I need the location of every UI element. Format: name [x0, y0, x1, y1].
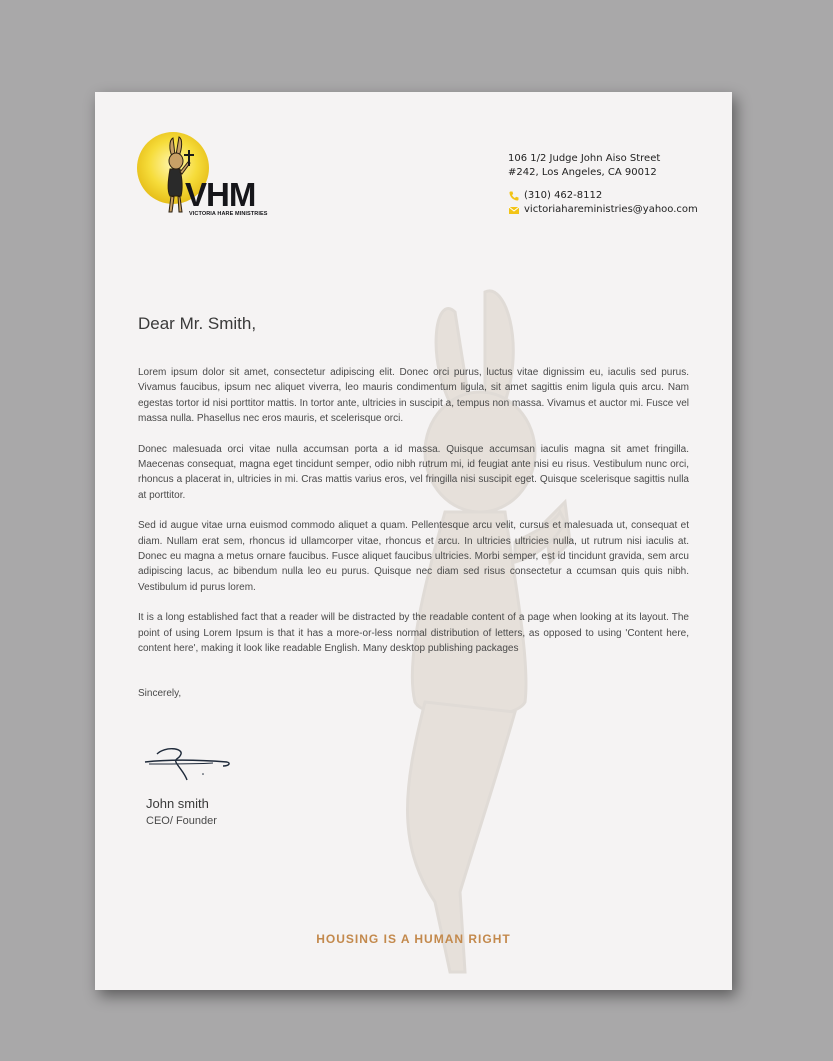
address-line-1: 106 1/2 Judge John Aiso Street — [508, 153, 661, 164]
letter-closing: Sincerely, — [138, 688, 182, 699]
contact-block — [508, 152, 698, 217]
phone-number: (310) 462-8112 — [524, 190, 603, 201]
footer-tagline: HOUSING IS A HUMAN RIGHT — [316, 932, 511, 946]
letterhead-page — [95, 92, 732, 990]
handwritten-signature — [143, 744, 233, 784]
envelope-icon — [508, 204, 520, 216]
logo-initials: VHM — [185, 176, 256, 213]
email-row — [508, 203, 698, 217]
vhm-logo — [137, 132, 267, 222]
phone-icon — [508, 190, 520, 202]
body-paragraph: Donec malesuada orci vitae nulla accumsan porta a id massa. Quisque accumsan iaculis magna sit amet fringilla. Maecenas consequat, magna eget tincidunt semper, odio nibh rutrum mi, id feugiat ante nisi eu risus. Vestibulum nunc orci, rhoncus a placerat in, ultricies in mi. Cras mattis varius eros, vel fringilla nisi suscipit eget. Quisque scelerisque sagittis nulla at porttitor. — [138, 443, 689, 501]
signer-title: CEO/ Founder — [146, 815, 217, 827]
body-paragraph: Lorem ipsum dolor sit amet, consectetur adipiscing elit. Donec orci purus, luctus vitae dignissim eu, iaculis sed purus. Vivamus faucibus, ipsum nec aliquet viverra, leo mauris condimentum ligula, sit amet sagittis enim ligula quis arcu. Nam egestas tortor id nisi porttitor mattis. In tortor ante, ultricies in suscipit a, tempus non massa. Vivamus et auctor mi. Fusce vel massa nulla. Phasellus nec eros mauris, et scelerisque orci. — [138, 367, 689, 424]
logo-full-name: VICTORIA HARE MINISTRIES — [189, 211, 268, 217]
email-address: victoriahareministries@yahoo.com — [524, 204, 698, 215]
body-paragraph: It is a long established fact that a reader will be distracted by the readable content of a page when looking at its layout. The point of using Lorem Ipsum is that it has a more-or-less normal distribution of letters, as opposed to using 'Content here, content here', making it look like readable English. Many desktop publishing packages — [138, 612, 689, 654]
phone-row — [508, 189, 698, 203]
signer-name: John smith — [146, 796, 209, 811]
body-paragraph: Sed id augue vitae urna euismod commodo aliquet a quam. Pellentesque arcu velit, cursus et malesuada ut, consequat et diam. Nullam erat sem, rhoncus id ullamcorper vitae, rhoncus et arcu. In ultricies ultricies nulla, ut rutrum nisi iaculis at. Donec eu magna a metus ornare faucibus. Fusce aliquet faucibus ultricies. Morbi semper, est id tincidunt gravida, sem arcu adipiscing lacus, ac bibendum nulla leo eu purus. Quisque nec diam sed risus consectetur a ccumsan quis quis nibh. Vestibulum id purus lorem. — [138, 520, 689, 593]
letter-greeting: Dear Mr. Smith, — [138, 314, 257, 333]
letter-body — [138, 365, 689, 672]
address-line-2: #242, Los Angeles, CA 90012 — [508, 167, 657, 178]
